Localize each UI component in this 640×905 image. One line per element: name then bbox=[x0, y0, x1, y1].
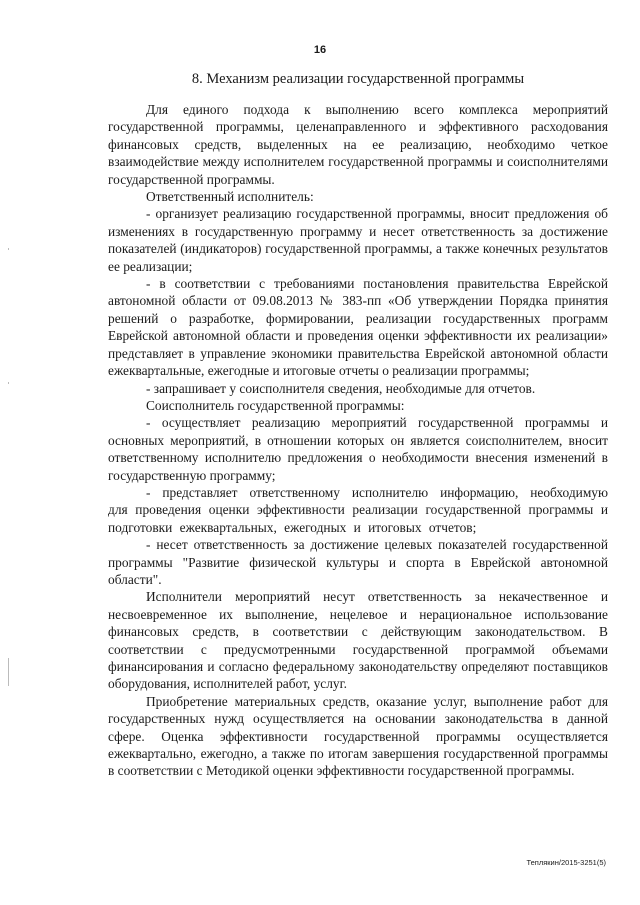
paragraph: Ответственный исполнитель: bbox=[146, 189, 314, 205]
paragraph: - в соответствии с требованиями постановления правительства Еврейской автономной области от 09.08.2013 № 383-пп «Об утверждении Порядка принятия решений о разработке, формировании, реализации государственных программ Еврейской автономной области и проведения оценки эффективности их реализации» представляет в управление экономики правительства Еврейской автономной области ежеквартальные, ежегодные и итоговые отчеты о реализации программы; bbox=[108, 276, 608, 379]
body-text bbox=[108, 101, 608, 780]
paragraph: Соисполнитель государственной программы: bbox=[146, 397, 405, 413]
paragraph: - организует реализацию государственной программы, вносит предложения об изменениях в государственную программу и несет ответственность за достижение показателей (индикаторов) государственной программы, а также конечных результатов ее реализации; bbox=[108, 206, 608, 274]
paragraph: Исполнители мероприятий несут ответственность за некачественное и несвоевременное их выполнение, нецелевое и нерациональное использование финансовых средств, в соответствии с действующим законодательством. В соответствии с предусмотренными государственной программой объемами финансирования и согласно федеральному законодательству определяют поставщиков оборудования, исполнителей работ, услуг. bbox=[108, 589, 608, 692]
page-number: 16 bbox=[313, 44, 327, 56]
scan-mark bbox=[8, 248, 9, 250]
paragraph: - несет ответственность за достижение целевых показателей государственной программы "Развитие физической культуры и спорта в Еврейской автономной области". bbox=[108, 537, 608, 587]
footer-code: Теплякин/2015-3251(5) bbox=[526, 858, 606, 867]
paragraph: Для единого подхода к выполнению всего комплекса мероприятий государственной программы, целенаправленного и эффективного расходования финансовых средств, выделенных на ее реализацию, необходимо четкое взаимодействие между исполнителем государственной программы и соисполнителями государственной программы. bbox=[108, 102, 608, 187]
scan-mark bbox=[8, 382, 9, 384]
scan-mark bbox=[8, 658, 9, 686]
section-heading: 8. Механизм реализации государственной программы bbox=[191, 71, 525, 87]
paragraph: - осуществляет реализацию мероприятий государственной программы и основных мероприятий, в отношении которых он является соисполнителем, вносит ответственному исполнителю предложения о необходимости внесения изменений в государственную программу; bbox=[108, 415, 608, 483]
paragraph: Приобретение материальных средств, оказание услуг, выполнение работ для государственных нужд осуществляется на основании законодательства в данной сфере. Оценка эффективности государственной программы осуществляется ежеквартально, ежегодно, а также по итогам завершения государственной программы в соответствии с Методикой оценки эффективности государственной программы. bbox=[108, 693, 608, 779]
paragraph: - представляет ответственному исполнителю информацию, необходимую для проведения оценки эффективности реализации государственной программы и подготовки ежеквартальных, ежегодных и итоговых отчетов; bbox=[108, 484, 608, 535]
paragraph: - запрашивает у соисполнителя сведения, необходимые для отчетов. bbox=[146, 380, 536, 396]
